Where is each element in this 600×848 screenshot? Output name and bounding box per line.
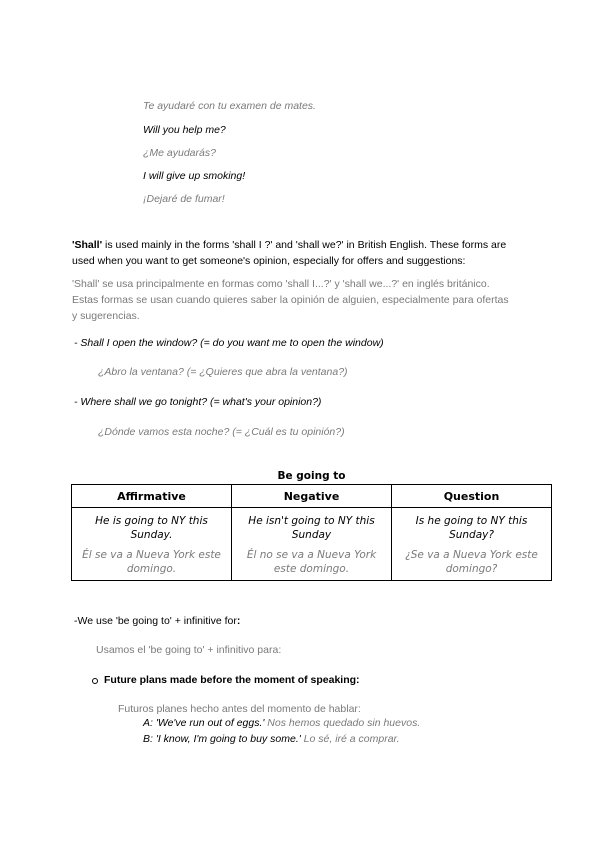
affirmative-en: He is going to NY this Sunday. xyxy=(95,515,208,541)
shall-es-line3: y sugerencias. xyxy=(72,310,140,322)
shall-keyword: 'Shall' xyxy=(72,239,103,251)
table-header-row xyxy=(72,485,552,508)
circle-bullet-icon xyxy=(92,678,98,684)
usage-es: Usamos el 'be going to' + infinitivo para: xyxy=(96,644,282,656)
shall-example-1: - Shall I open the window? (= do you want me to open the window) xyxy=(74,337,384,349)
dialog-b-es: Lo sé, iré a comprar. xyxy=(300,733,400,745)
shall-example-2: - Where shall we go tonight? (= what's your opinion?) xyxy=(74,396,322,408)
question-en: Is he going to NY this Sunday? xyxy=(415,515,528,541)
table-title: Be going to xyxy=(277,470,346,482)
dialog-a-es: Nos hemos quedado sin huevos. xyxy=(264,717,421,729)
negative-en: He isn't going to NY this Sunday xyxy=(248,515,375,541)
cell-affirmative xyxy=(72,508,232,581)
example-line-3: ¿Me ayudarás? xyxy=(143,147,216,159)
affirmative-es: Él se va a Nueva York este domingo. xyxy=(82,549,221,575)
shall-example-2-es: ¿Dónde vamos esta noche? (= ¿Cuál es tu opinión?) xyxy=(98,426,345,438)
table-row xyxy=(72,508,552,581)
usage-bullet xyxy=(74,615,240,627)
shall-line2: used when you want to get someone's opinion, especially for offers and suggestions: xyxy=(72,255,466,267)
shall-explanation-es xyxy=(72,276,552,324)
header-negative: Negative xyxy=(232,485,392,508)
sub-heading: Future plans made before the moment of speaking: xyxy=(104,674,360,686)
example-line-2: Will you help me? xyxy=(143,124,226,136)
shall-line1: is used mainly in the forms 'shall I ?' and 'shall we?' in British English. These forms are xyxy=(102,239,507,251)
dialog-b xyxy=(143,733,400,745)
example-line-5: ¡Dejaré de fumar! xyxy=(143,193,225,205)
example-line-1: Te ayudaré con tu examen de mates. xyxy=(143,100,316,112)
question-es: ¿Se va a Nueva York este domingo? xyxy=(405,549,538,575)
shall-es-line2: Estas formas se usan cuando quieres saber la opinión de alguien, especialmente para ofertas xyxy=(72,294,509,306)
negative-es: Él no se va a Nueva York este domingo. xyxy=(246,549,377,575)
shall-es-line1: 'Shall' se usa principalmente en formas como 'shall I...?' y 'shall we...?' en inglés británico. xyxy=(72,278,490,290)
dialog-a xyxy=(143,717,420,729)
cell-question xyxy=(392,508,552,581)
dialog-b-en: B: 'I know, I'm going to buy some.' xyxy=(143,733,301,745)
header-question: Question xyxy=(392,485,552,508)
cell-negative xyxy=(232,508,392,581)
header-affirmative: Affirmative xyxy=(72,485,232,508)
usage-colon: : xyxy=(236,615,241,627)
be-going-to-table xyxy=(71,484,552,581)
shall-example-1-es: ¿Abro la ventana? (= ¿Quieres que abra la ventana?) xyxy=(98,366,348,378)
example-line-4: I will give up smoking! xyxy=(143,170,246,182)
shall-explanation xyxy=(72,237,552,269)
sub-heading-es: Futuros planes hecho antes del momento de hablar: xyxy=(118,703,361,715)
usage-bullet-text: -We use 'be going to' + infinitive for xyxy=(74,615,237,627)
dialog-a-en: A: 'We've run out of eggs.' xyxy=(143,717,265,729)
